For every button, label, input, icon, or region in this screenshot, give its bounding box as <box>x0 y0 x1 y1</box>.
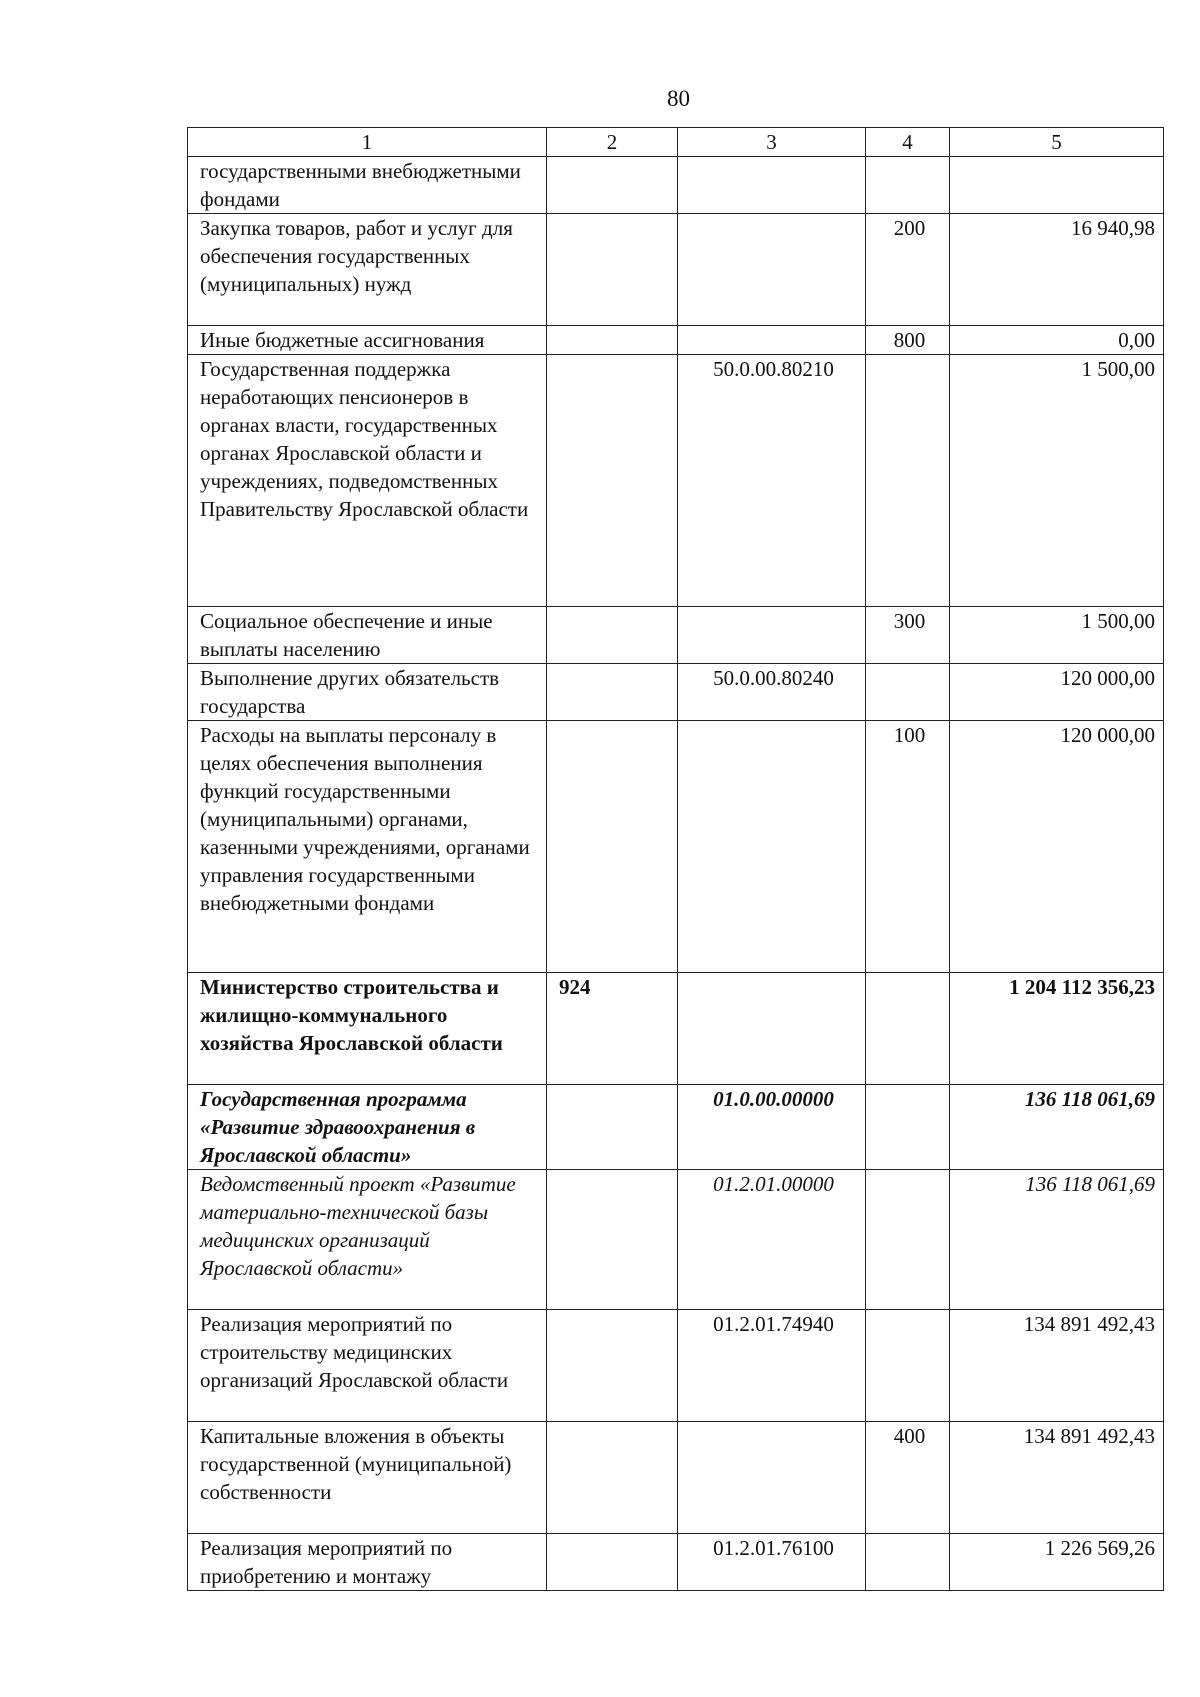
column-header: 5 <box>950 128 1164 157</box>
table-row <box>188 157 1164 214</box>
row-code: 01.2.01.00000 <box>678 1170 866 1310</box>
row-sum: 136 118 061,69 <box>950 1085 1164 1170</box>
table-row <box>188 973 1164 1085</box>
column-header: 3 <box>678 128 866 157</box>
row-kind: 300 <box>866 607 950 664</box>
row-sum: 120 000,00 <box>950 721 1164 973</box>
row-ministry <box>547 1534 678 1591</box>
column-header: 4 <box>866 128 950 157</box>
table-row <box>188 214 1164 326</box>
row-code: 01.2.01.76100 <box>678 1534 866 1591</box>
row-name: Закупка товаров, работ и услуг для обеспечения государственных (муниципальных) нужд <box>188 214 547 326</box>
row-sum: 16 940,98 <box>950 214 1164 326</box>
row-name: Реализация мероприятий по приобретению и монтажу <box>188 1534 547 1591</box>
row-sum: 134 891 492,43 <box>950 1422 1164 1534</box>
row-code <box>678 973 866 1085</box>
row-code: 50.0.00.80210 <box>678 355 866 607</box>
row-ministry <box>547 607 678 664</box>
table-row <box>188 721 1164 973</box>
row-code <box>678 607 866 664</box>
table-row <box>188 355 1164 607</box>
table-row <box>188 1422 1164 1534</box>
row-sum: 120 000,00 <box>950 664 1164 721</box>
row-sum: 1 204 112 356,23 <box>950 973 1164 1085</box>
row-name: Расходы на выплаты персоналу в целях обеспечения выполнения функций государственными (муниципальными) органами, казенными учреждениями, органами управления государственными внебюджетными фондами <box>188 721 547 973</box>
row-code <box>678 326 866 355</box>
row-kind <box>866 973 950 1085</box>
column-header: 1 <box>188 128 547 157</box>
row-ministry <box>547 1310 678 1422</box>
page-number: 80 <box>667 86 690 111</box>
row-kind: 100 <box>866 721 950 973</box>
row-kind: 200 <box>866 214 950 326</box>
row-code <box>678 1422 866 1534</box>
row-sum: 1 226 569,26 <box>950 1534 1164 1591</box>
row-kind <box>866 157 950 214</box>
row-ministry <box>547 1170 678 1310</box>
row-kind <box>866 1085 950 1170</box>
header-row <box>188 128 1164 157</box>
table-row <box>188 1085 1164 1170</box>
row-sum: 136 118 061,69 <box>950 1170 1164 1310</box>
row-kind <box>866 1170 950 1310</box>
table-row <box>188 1534 1164 1591</box>
row-name: Министерство строительства и жилищно-коммунального хозяйства Ярославской области <box>188 973 547 1085</box>
row-name: государственными внебюджетными фондами <box>188 157 547 214</box>
row-sum <box>950 157 1164 214</box>
row-ministry <box>547 326 678 355</box>
row-ministry <box>547 214 678 326</box>
column-header: 2 <box>547 128 678 157</box>
row-code <box>678 721 866 973</box>
row-ministry <box>547 1422 678 1534</box>
row-code: 01.2.01.74940 <box>678 1310 866 1422</box>
row-ministry <box>547 157 678 214</box>
row-name: Государственная программа «Развитие здравоохранения в Ярославской области» <box>188 1085 547 1170</box>
table-row <box>188 1310 1164 1422</box>
row-ministry <box>547 1085 678 1170</box>
row-code: 01.0.00.00000 <box>678 1085 866 1170</box>
table-row <box>188 664 1164 721</box>
row-kind <box>866 1534 950 1591</box>
budget-table <box>187 127 1164 1591</box>
table-row <box>188 1170 1164 1310</box>
row-ministry: 924 <box>547 973 678 1085</box>
table-row <box>188 326 1164 355</box>
row-code: 50.0.00.80240 <box>678 664 866 721</box>
row-kind <box>866 355 950 607</box>
table-row <box>188 607 1164 664</box>
row-sum: 1 500,00 <box>950 355 1164 607</box>
row-kind: 800 <box>866 326 950 355</box>
row-kind: 400 <box>866 1422 950 1534</box>
row-ministry <box>547 721 678 973</box>
row-ministry <box>547 664 678 721</box>
row-sum: 1 500,00 <box>950 607 1164 664</box>
row-name: Ведомственный проект «Развитие материально-технической базы медицинских организаций Ярославской области» <box>188 1170 547 1310</box>
row-code <box>678 214 866 326</box>
row-name: Социальное обеспечение и иные выплаты населению <box>188 607 547 664</box>
row-name: Выполнение других обязательств государства <box>188 664 547 721</box>
row-kind <box>866 1310 950 1422</box>
row-name: Капитальные вложения в объекты государственной (муниципальной) собственности <box>188 1422 547 1534</box>
row-name: Иные бюджетные ассигнования <box>188 326 547 355</box>
row-code <box>678 157 866 214</box>
row-kind <box>866 664 950 721</box>
row-name: Реализация мероприятий по строительству медицинских организаций Ярославской области <box>188 1310 547 1422</box>
row-ministry <box>547 355 678 607</box>
row-sum: 134 891 492,43 <box>950 1310 1164 1422</box>
row-name: Государственная поддержка неработающих пенсионеров в органах власти, государственных органах Ярославской области и учреждениях, подведомственных Правительству Ярославской области <box>188 355 547 607</box>
row-sum: 0,00 <box>950 326 1164 355</box>
